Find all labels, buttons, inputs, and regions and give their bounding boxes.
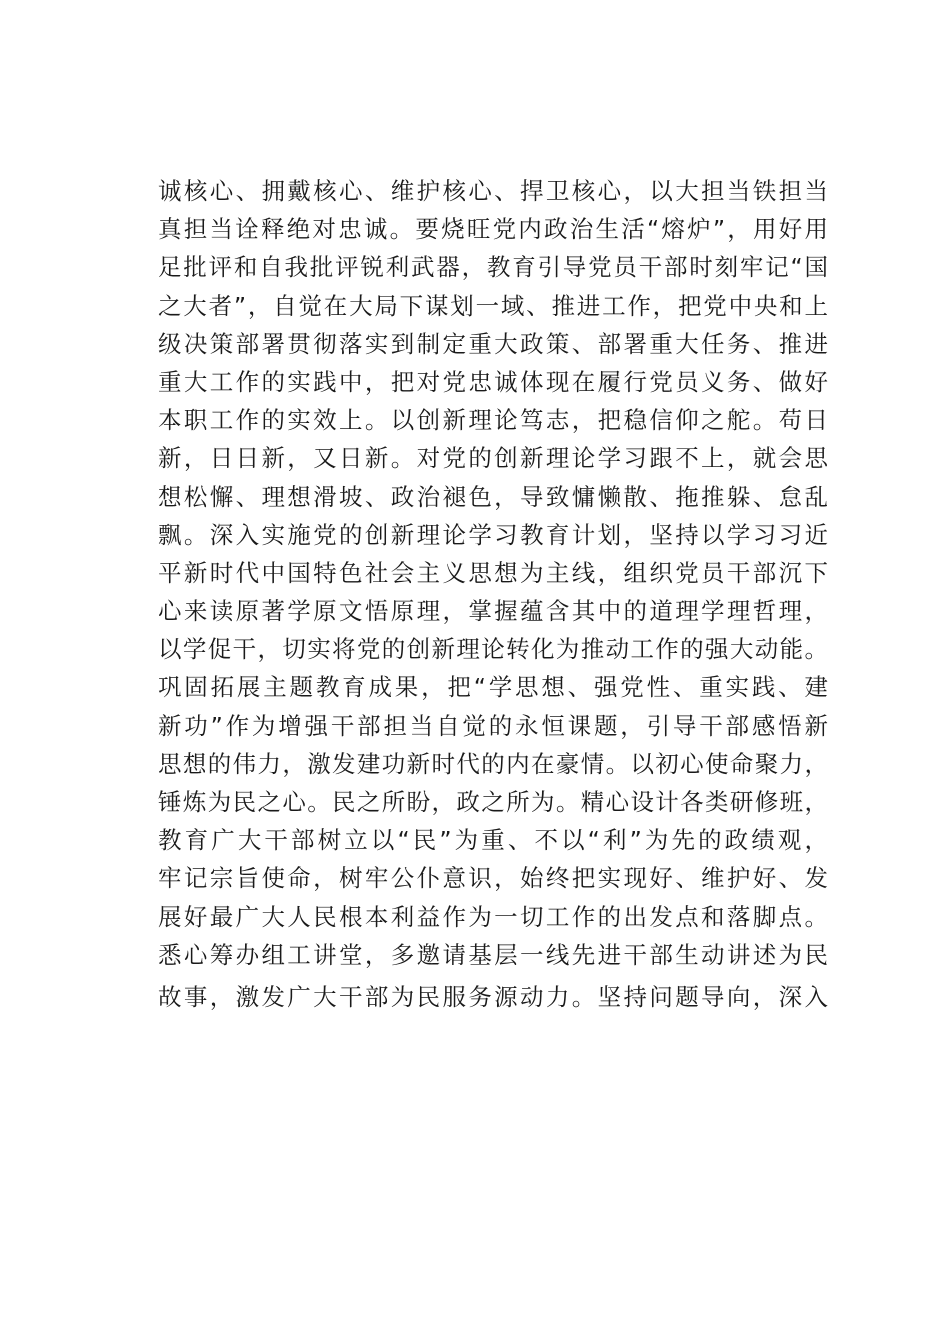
text-line: 牢记宗旨使命，树牢公仆意识，始终把实现好、维护好、发 — [158, 864, 828, 893]
text-line: 诚核心、拥戴核心、维护核心、捍卫核心，以大担当铁担当 — [158, 177, 828, 205]
text-line: 故事，激发广大干部为民服务源动力。坚持问题导向，深入 — [158, 982, 828, 1011]
body-text — [158, 172, 828, 1016]
text-line: 想松懈、理想滑坡、政治褪色，导致慵懒散、拖推躲、怠乱 — [158, 482, 828, 511]
text-line: 本职工作的实效上。以创新理论笃志，把稳信仰之舵。苟日 — [158, 406, 828, 435]
text-line: 锤炼为民之心。民之所盼，政之所为。精心设计各类研修班， — [158, 788, 828, 816]
text-line: 级决策部署贯彻落实到制定重大政策、部署重大任务、推进 — [158, 329, 828, 358]
text-line: 思想的伟力，激发建功新时代的内在豪情。以初心使命聚力， — [158, 749, 828, 778]
text-line: 真担当诠释绝对忠诚。要烧旺党内政治生活“熔炉”，用好用 — [158, 215, 828, 244]
text-line: 之大者”，自觉在大局下谋划一域、推进工作，把党中央和上 — [158, 291, 828, 320]
text-line: 新，日日新，又日新。对党的创新理论学习跟不上，就会思 — [158, 444, 828, 473]
text-line: 展好最广大人民根本利益作为一切工作的出发点和落脚点。 — [158, 902, 828, 931]
text-line: 飘。深入实施党的创新理论学习教育计划，坚持以学习习近 — [158, 520, 828, 549]
text-line: 重大工作的实践中，把对党忠诚体现在履行党员义务、做好 — [158, 367, 828, 396]
text-line: 教育广大干部树立以“民”为重、不以“利”为先的政绩观， — [158, 826, 828, 855]
text-line: 以学促干，切实将党的创新理论转化为推动工作的强大动能。 — [158, 635, 828, 664]
text-line: 巩固拓展主题教育成果，把“学思想、强党性、重实践、建 — [158, 673, 828, 702]
text-line: 足批评和自我批评锐利武器，教育引导党员干部时刻牢记“国 — [158, 253, 828, 282]
text-line: 新功”作为增强干部担当自觉的永恒课题，引导干部感悟新 — [158, 711, 828, 740]
text-line: 心来读原著学原文悟原理，掌握蕴含其中的道理学理哲理， — [158, 597, 828, 626]
text-line: 悉心筹办组工讲堂，多邀请基层一线先进干部生动讲述为民 — [158, 940, 828, 969]
text-line: 平新时代中国特色社会主义思想为主线，组织党员干部沉下 — [158, 558, 828, 587]
